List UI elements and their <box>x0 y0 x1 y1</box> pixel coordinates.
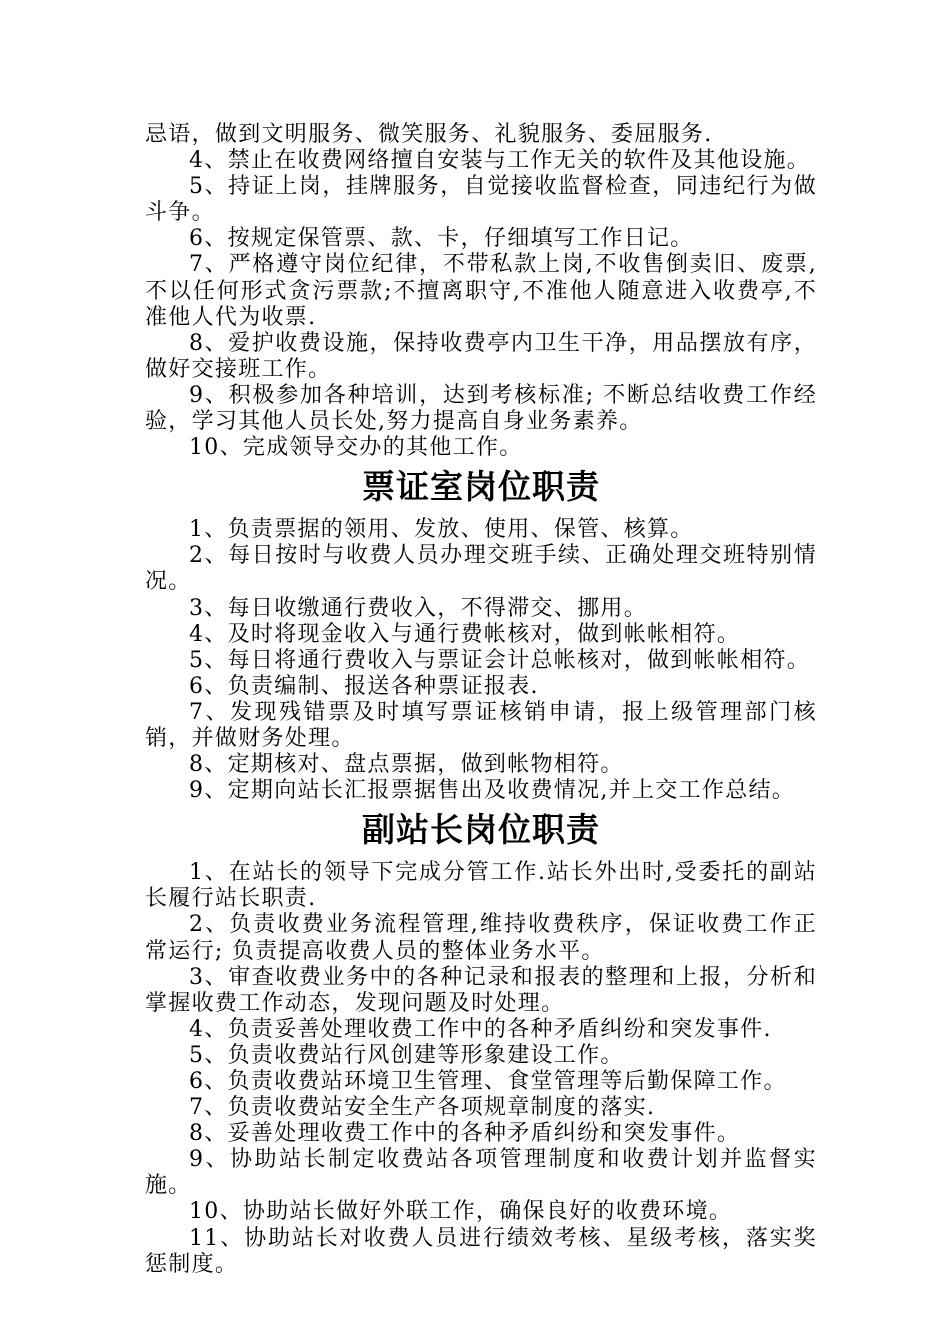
deputy-manager-item-5: 5、负责收费站行风创建等形象建设工作。 <box>189 1042 624 1068</box>
document-page <box>145 122 817 1278</box>
intro-item-10: 10、完成领导交办的其他工作。 <box>189 435 523 461</box>
ticket-room-item-7: 7、发现残错票及时填写票证核销申请，报上级管理部门核销，并做财务处理。 <box>145 699 817 751</box>
ticket-room-heading: 票证室岗位职责 <box>362 467 600 507</box>
deputy-manager-item-1: 1、在站长的领导下完成分管工作.站长外出时,受委托的副站长履行站长职责. <box>145 860 817 912</box>
ticket-room-item-9: 9、定期向站长汇报票据售出及收费情况,并上交工作总结。 <box>189 778 796 804</box>
deputy-manager-item-4: 4、负责妥善处理收费工作中的各种矛盾纠纷和突发事件. <box>189 1016 772 1042</box>
intro-item-7: 7、严格遵守岗位纪律，不带私款上岗,不收售倒卖旧、废票,不以任何形式贪污票款;不擅离职守,不准他人随意进入收费亭,不准他人代为收票. <box>145 252 817 330</box>
deputy-manager-item-9: 9、协助站长制定收费站各项管理制度和收费计划并监督实施。 <box>145 1147 817 1199</box>
ticket-room-item-3: 3、每日收缴通行费收入，不得滞交、挪用。 <box>189 595 647 621</box>
intro-item-8: 8、爱护收费设施，保持收费亭内卫生干净，用品摆放有序，做好交接班工作。 <box>145 330 817 382</box>
deputy-manager-item-10: 10、协助站长做好外联工作，确保良好的收费环境。 <box>189 1199 733 1225</box>
ticket-room-item-8: 8、定期核对、盘点票据，做到帐物相符。 <box>189 752 624 778</box>
ticket-room-item-1: 1、负责票据的领用、发放、使用、保管、核算。 <box>189 517 694 543</box>
deputy-manager-item-2: 2、负责收费业务流程管理,维持收费秩序，保证收费工作正常运行; 负责提高收费人员的整体业务水平。 <box>145 912 817 964</box>
deputy-manager-item-8: 8、妥善处理收费工作中的各种矛盾纠纷和突发事件。 <box>189 1121 741 1147</box>
ticket-room-item-2: 2、每日按时与收费人员办理交班手续、正确处理交班特别情况。 <box>145 543 817 595</box>
intro-item-5: 5、持证上岗，挂牌服务，自觉接收监督检查，同违纪行为做斗争。 <box>145 174 817 226</box>
deputy-manager-item-6: 6、负责收费站环境卫生管理、食堂管理等后勤保障工作。 <box>189 1069 787 1094</box>
intro-continuation: 忌语，做到文明服务、微笑服务、礼貌服务、委屈服务. <box>145 122 713 147</box>
ticket-room-item-4: 4、及时将现金收入与通行费帐核对，做到帐帐相符。 <box>189 621 741 647</box>
ticket-room-item-5: 5、每日将通行费收入与票证会计总帐核对，做到帐帐相符。 <box>189 647 811 673</box>
deputy-manager-item-11: 11、协助站长对收费人员进行绩效考核、星级考核，落实奖惩制度。 <box>145 1225 817 1277</box>
deputy-manager-item-3: 3、审查收费业务中的各种记录和报表的整理和上报，分析和掌握收费工作动态，发现问题及时处理。 <box>145 964 817 1016</box>
deputy-manager-heading: 副站长岗位职责 <box>362 810 600 850</box>
deputy-manager-item-7: 7、负责收费站安全生产各项规章制度的落实. <box>189 1095 656 1121</box>
intro-item-9: 9、积极参加各种培训，达到考核标准; 不断总结收费工作经验，学习其他人员长处,努力提高自身业务素养。 <box>145 382 817 435</box>
intro-item-6: 6、按规定保管票、款、卡，仔细填写工作日记。 <box>189 226 694 252</box>
ticket-room-item-6: 6、负责编制、报送各种票证报表. <box>189 673 539 699</box>
intro-item-4: 4、禁止在收费网络擅自安装与工作无关的软件及其他设施。 <box>189 148 811 174</box>
